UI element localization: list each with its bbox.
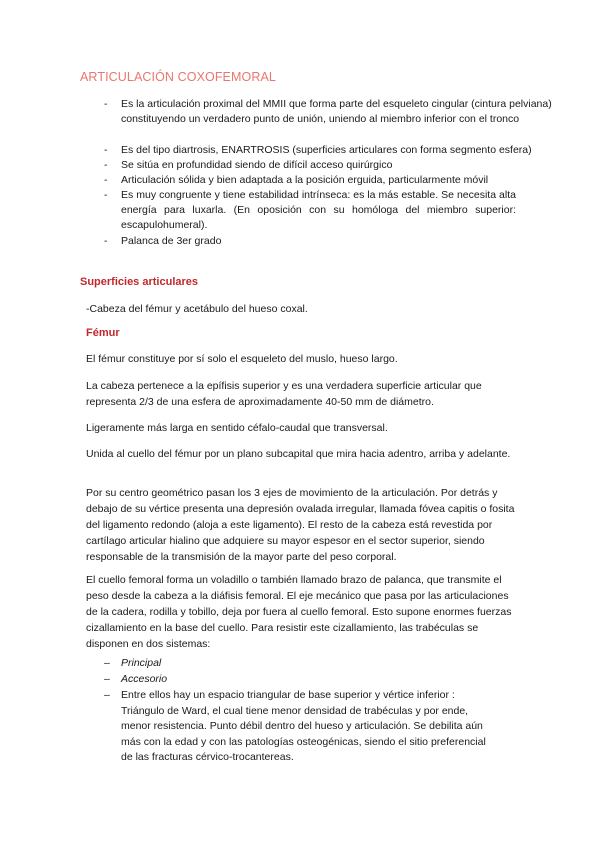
bullet-text: Es la articulación proximal del MMII que forma parte del esqueleto cingular (cintura pelviana) constituyendo un verdadero punto de unión, uniendo al miembro inferior con el tronco <box>121 98 552 125</box>
document-title: ARTICULACIÓN COXOFEMORAL <box>80 70 276 84</box>
bullet-marker: - <box>104 98 108 110</box>
bullet-marker: - <box>104 159 108 171</box>
section-heading-superficies: Superficies articulares <box>80 276 199 288</box>
bullet-text: Palanca de 3er grado <box>121 235 222 247</box>
bullet-marker: - <box>104 235 108 247</box>
superficies-text: -Cabeza del fémur y acetábulo del hueso coxal. <box>86 303 308 315</box>
paragraph: Por su centro geométrico pasan los 3 ejes de movimiento de la articulación. Por detrás y debajo de su vértice presenta una depresión ovalada irregular, llamada fóvea capitis o fosita del ligamento redondo (aloja a este ligamento). El resto de la cabeza está revestida por cartílago articular hialino que adquiere su mayor espesor en el sector superior, siendo responsable de la transmisión de la mayor parte del peso corporal. <box>86 487 515 563</box>
paragraph: El cuello femoral forma un voladillo o también llamado brazo de palanca, que transmite el peso desde la cabeza a la diáfisis femoral. El eje mecánico que pasa por las articulaciones de la cadera, rodilla y tobillo, deja por fuera al cuello femoral. Esto supone enormes fuerzas cizallamiento en la base del cuello. Para resistir este cizallamiento, las trabéculas se disponen en dos sistemas: <box>86 574 512 650</box>
sub-marker: – <box>104 673 110 685</box>
sub-marker: – <box>104 657 110 669</box>
paragraph: Unida al cuello del fémur por un plano subcapital que mira hacia adentro, arriba y adelante. <box>86 448 511 460</box>
sub-item-text: Accesorio <box>121 673 168 685</box>
paragraph: Ligeramente más larga en sentido céfalo-caudal que transversal. <box>86 422 388 434</box>
bullet-text: Es muy congruente y tiene estabilidad intrínseca: es la más estable. Se necesita alta energía para luxarla. (En oposición con su homóloga del miembro superior: escapulohumeral). <box>121 189 516 231</box>
paragraph: El fémur constituye por sí solo el esqueleto del muslo, hueso largo. <box>86 353 398 365</box>
sub-item-text: Principal <box>121 657 162 669</box>
sub-marker: – <box>104 689 110 701</box>
sub-item-text: Entre ellos hay un espacio triangular de base superior y vértice inferior : Triángulo de Ward, el cual tiene menor densidad de trabéculas y por ende, menor resistencia. Punto débil dentro del hueso y articulación. Se debilita aún más con la edad y con las patologías osteogénicas, siendo el sitio preferencial de las fracturas cérvico-trocantereas. <box>121 689 486 763</box>
paragraph: La cabeza pertenece a la epífisis superior y es una verdadera superficie articular que representa 2/3 de una esfera de aproximadamente 40-50 mm de diámetro. <box>86 380 482 408</box>
bullet-text: Articulación sólida y bien adaptada a la posición erguida, particularmente móvil <box>121 174 489 186</box>
bullet-marker: - <box>104 174 108 186</box>
bullet-text: Se sitúa en profundidad siendo de difícil acceso quirúrgico <box>121 159 393 171</box>
bullet-text: Es del tipo diartrosis, ENARTROSIS (superficies articulares con forma segmento esfera) <box>121 144 532 156</box>
section-heading-femur: Fémur <box>86 327 120 339</box>
bullet-marker: - <box>104 189 108 201</box>
bullet-marker: - <box>104 144 108 156</box>
